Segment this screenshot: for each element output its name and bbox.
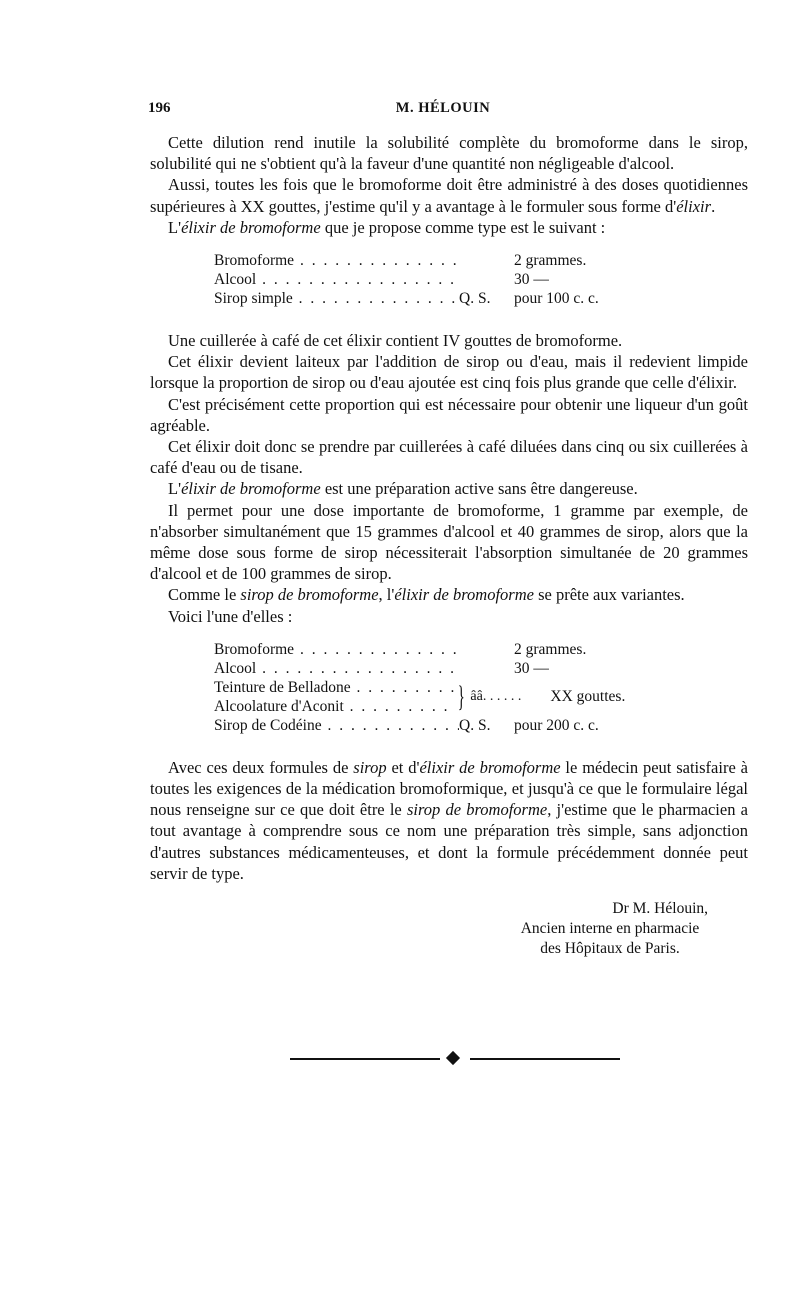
ingredient-qty: XX gouttes. bbox=[550, 688, 626, 706]
text-run: est une préparation active sans être dangereuse. bbox=[320, 479, 638, 499]
text-run: L' bbox=[168, 479, 182, 499]
paragraph bbox=[150, 478, 748, 499]
text-run: que je propose comme type est le suivant : bbox=[320, 217, 606, 237]
ingredient-name: Bromoforme . . . bbox=[214, 640, 459, 659]
ingredient-name: Teinture de Belladone . . . bbox=[214, 678, 454, 697]
aa-abbreviation: ââ. . . . . . bbox=[470, 689, 522, 705]
text-run: le médecin peut satisfaire à toutes les exigences de la médication bromoformique, et jusqu'à ce que le formulaire légal nous renseigne sur ce que doit être le bbox=[150, 757, 748, 820]
paragraph: C'est précisément cette proportion qui est nécessaire pour obtenir une liqueur d'un goût agréable. bbox=[150, 394, 748, 435]
text-run: se prête aux variantes. bbox=[533, 585, 685, 605]
paragraph: Cet élixir doit donc se prendre par cuillerées à café diluées dans cinq ou six cuillerées à café d'eau ou de tisane. bbox=[150, 437, 748, 478]
text-run: L' bbox=[168, 217, 182, 237]
bracket-group bbox=[214, 678, 748, 716]
author-name: Dr M. Hélouin, bbox=[612, 900, 708, 918]
recipe-row bbox=[214, 716, 748, 735]
recipe-table-2 bbox=[214, 640, 748, 735]
paragraph: Cette dilution rend inutile la solubilité complète du bromoforme dans le sirop, solubilité qui ne s'obtient qu'à la faveur d'une quantité non négligeable d'alcool. bbox=[150, 133, 748, 174]
page-body bbox=[150, 132, 748, 959]
text-run: Comme le bbox=[168, 585, 241, 605]
text-run: , j'estime que le pharmacien a tout avantage à comprendre sous ce nom une préparation très simple, sans adjonction d'autres substances médicamenteuses, et dont la formule précédemment donnée peut servir de type. bbox=[150, 800, 748, 883]
divider-line bbox=[290, 1058, 440, 1060]
italic-run: sirop bbox=[353, 757, 387, 777]
paragraph: Cet élixir devient laiteux par l'addition de sirop ou d'eau, mais il redevient limpide lorsque la proportion de sirop ou d'eau ajoutée est cinq fois plus grande que celle d'élixir. bbox=[150, 352, 748, 393]
paragraph bbox=[150, 217, 748, 238]
text-run: , l' bbox=[378, 585, 395, 605]
paragraph: Voici l'une d'elles : bbox=[168, 606, 293, 626]
italic-run: élixir de bromoforme bbox=[394, 585, 534, 605]
ingredient-name: Alcool . . . bbox=[214, 270, 459, 289]
text-run: et d' bbox=[386, 757, 420, 777]
ingredient-qs: Q. S. bbox=[459, 290, 491, 308]
text-run: . bbox=[711, 196, 716, 216]
text-run: Aussi, toutes les fois que le bromoforme doit être administré à des doses quotidiennes supérieures à XX gouttes, j'estime qu'il y a avantage à le formuler sous forme d' bbox=[150, 175, 748, 216]
recipe-row bbox=[214, 289, 748, 308]
italic-run: sirop de bromoforme bbox=[240, 585, 379, 605]
italic-run: élixir de bromoforme bbox=[181, 217, 321, 237]
italic-run: élixir bbox=[676, 196, 712, 216]
ingredient-qty: 30 — bbox=[514, 659, 549, 677]
author-title: Ancien interne en pharmacie bbox=[520, 920, 700, 938]
recipe-row bbox=[214, 270, 748, 289]
page-header bbox=[148, 100, 738, 122]
ingredient-qty: pour 200 c. c. bbox=[514, 716, 599, 734]
ingredient-name: Sirop de Codéine . . . bbox=[214, 716, 459, 735]
italic-run: élixir de bromoforme bbox=[419, 757, 561, 777]
ingredient-name: Alcool . . . bbox=[214, 659, 459, 678]
italic-run: élixir de bromoforme bbox=[181, 479, 321, 499]
diamond-ornament-icon bbox=[446, 1051, 460, 1065]
recipe-row bbox=[214, 251, 748, 270]
ingredient-qty: 2 grammes. bbox=[514, 252, 587, 270]
text-run: Avec ces deux formules de bbox=[168, 757, 354, 777]
ingredient-name: Sirop simple . . . bbox=[214, 289, 459, 308]
signature bbox=[150, 898, 748, 959]
italic-run: sirop de bromoforme bbox=[406, 800, 548, 820]
ingredient-qty: 30 — bbox=[514, 271, 549, 289]
recipe-row bbox=[214, 659, 748, 678]
running-head: M. HÉLOUIN bbox=[395, 100, 491, 116]
paragraph bbox=[150, 584, 748, 605]
ingredient-name: Alcoolature d'Aconit . . . bbox=[214, 697, 454, 716]
ingredient-qty: pour 100 c. c. bbox=[514, 290, 599, 308]
ingredient-name: Bromoforme . . . bbox=[214, 251, 459, 270]
curly-brace-icon: } bbox=[457, 679, 465, 713]
paragraph: Une cuillerée à café de cet élixir contient IV gouttes de bromoforme. bbox=[168, 331, 623, 351]
ingredient-qty: 2 grammes. bbox=[514, 640, 587, 658]
paragraph bbox=[150, 757, 748, 884]
section-divider bbox=[290, 1052, 620, 1066]
paragraph: Il permet pour une dose importante de bromoforme, 1 gramme par exemple, de n'absorber simultanément que 15 grammes d'alcool et 40 grammes de sirop, alors que la même dose sous forme de sirop nécessiterait l'absorption simultanée de 20 grammes d'alcool et de 100 grammes de sirop. bbox=[150, 500, 748, 584]
recipe-table-1 bbox=[214, 251, 748, 308]
paragraph bbox=[150, 174, 748, 216]
ingredient-qs: Q. S. bbox=[459, 716, 491, 734]
author-affiliation: des Hôpitaux de Paris. bbox=[540, 940, 680, 958]
recipe-row bbox=[214, 640, 748, 659]
bracket-names bbox=[214, 678, 454, 716]
page-number: 196 bbox=[148, 100, 171, 116]
divider-line bbox=[470, 1058, 620, 1060]
